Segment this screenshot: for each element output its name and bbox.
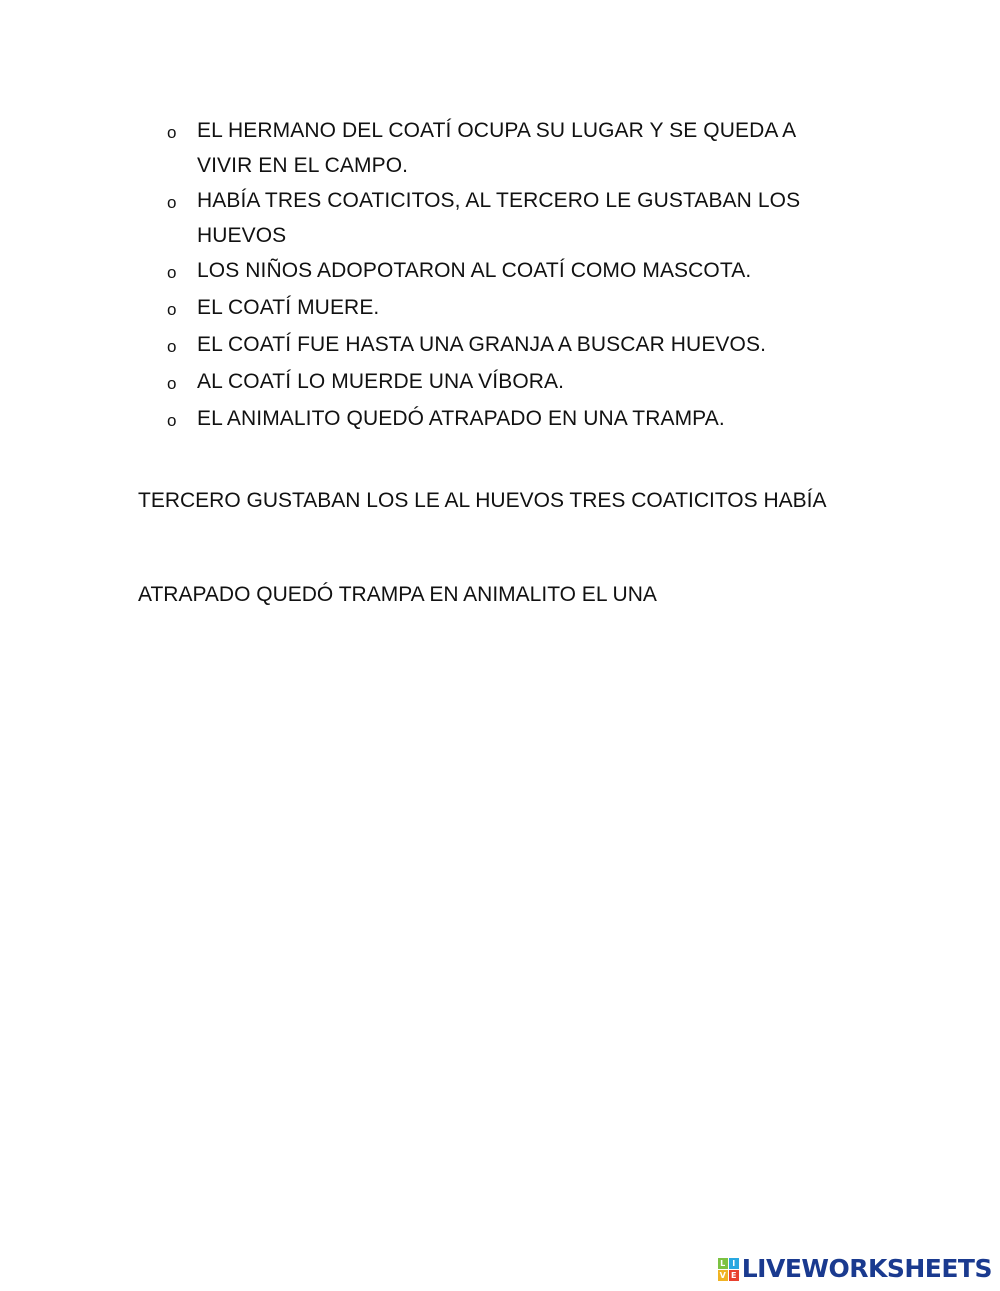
statement-text: AL COATÍ LO MUERDE UNA VÍBORA.: [197, 370, 565, 393]
list-item: [167, 401, 847, 438]
bullet: o: [167, 300, 177, 319]
list-item: [167, 253, 847, 290]
list-item: [167, 327, 847, 364]
logo-mark-icon: [718, 1258, 739, 1281]
list-item: [167, 364, 847, 401]
bullet: o: [167, 263, 177, 282]
list-item: [167, 183, 847, 253]
logo-mark-letter: L: [718, 1258, 728, 1269]
statement-text: HABÍA TRES COATICITOS, AL TERCERO LE GUSTABAN LOS HUEVOS: [197, 189, 801, 247]
bullet: o: [167, 411, 177, 430]
logo-mark-letter: V: [719, 1270, 726, 1280]
logo-mark-letter: I: [729, 1258, 739, 1269]
scrambled-sentence-1: TERCERO GUSTABAN LOS LE AL HUEVOS TRES COATICITOS HABÍA: [138, 489, 827, 512]
logo-text: LIVEWORKSHEETS: [741, 1254, 992, 1283]
scrambled-sentence-2: ATRAPADO QUEDÓ TRAMPA EN ANIMALITO EL UNA: [138, 583, 657, 606]
statement-text: EL HERMANO DEL COATÍ OCUPA SU LUGAR Y SE QUEDA A VIVIR EN EL CAMPO.: [197, 119, 796, 177]
bullet: o: [167, 374, 177, 393]
list-item: [167, 290, 847, 327]
liveworksheets-logo: [718, 1255, 992, 1283]
logo-mark-letter: E: [729, 1270, 739, 1281]
statement-text: LOS NIÑOS ADOPOTARON AL COATÍ COMO MASCOTA.: [197, 259, 752, 282]
statement-text: EL COATÍ MUERE.: [197, 296, 380, 319]
statement-list: [167, 113, 847, 438]
statement-text: EL COATÍ FUE HASTA UNA GRANJA A BUSCAR HUEVOS.: [197, 333, 767, 356]
bullet: o: [167, 337, 177, 356]
bullet: o: [167, 193, 177, 212]
list-item: [167, 113, 847, 183]
bullet: o: [167, 123, 177, 142]
statement-text: EL ANIMALITO QUEDÓ ATRAPADO EN UNA TRAMPA.: [197, 407, 725, 430]
